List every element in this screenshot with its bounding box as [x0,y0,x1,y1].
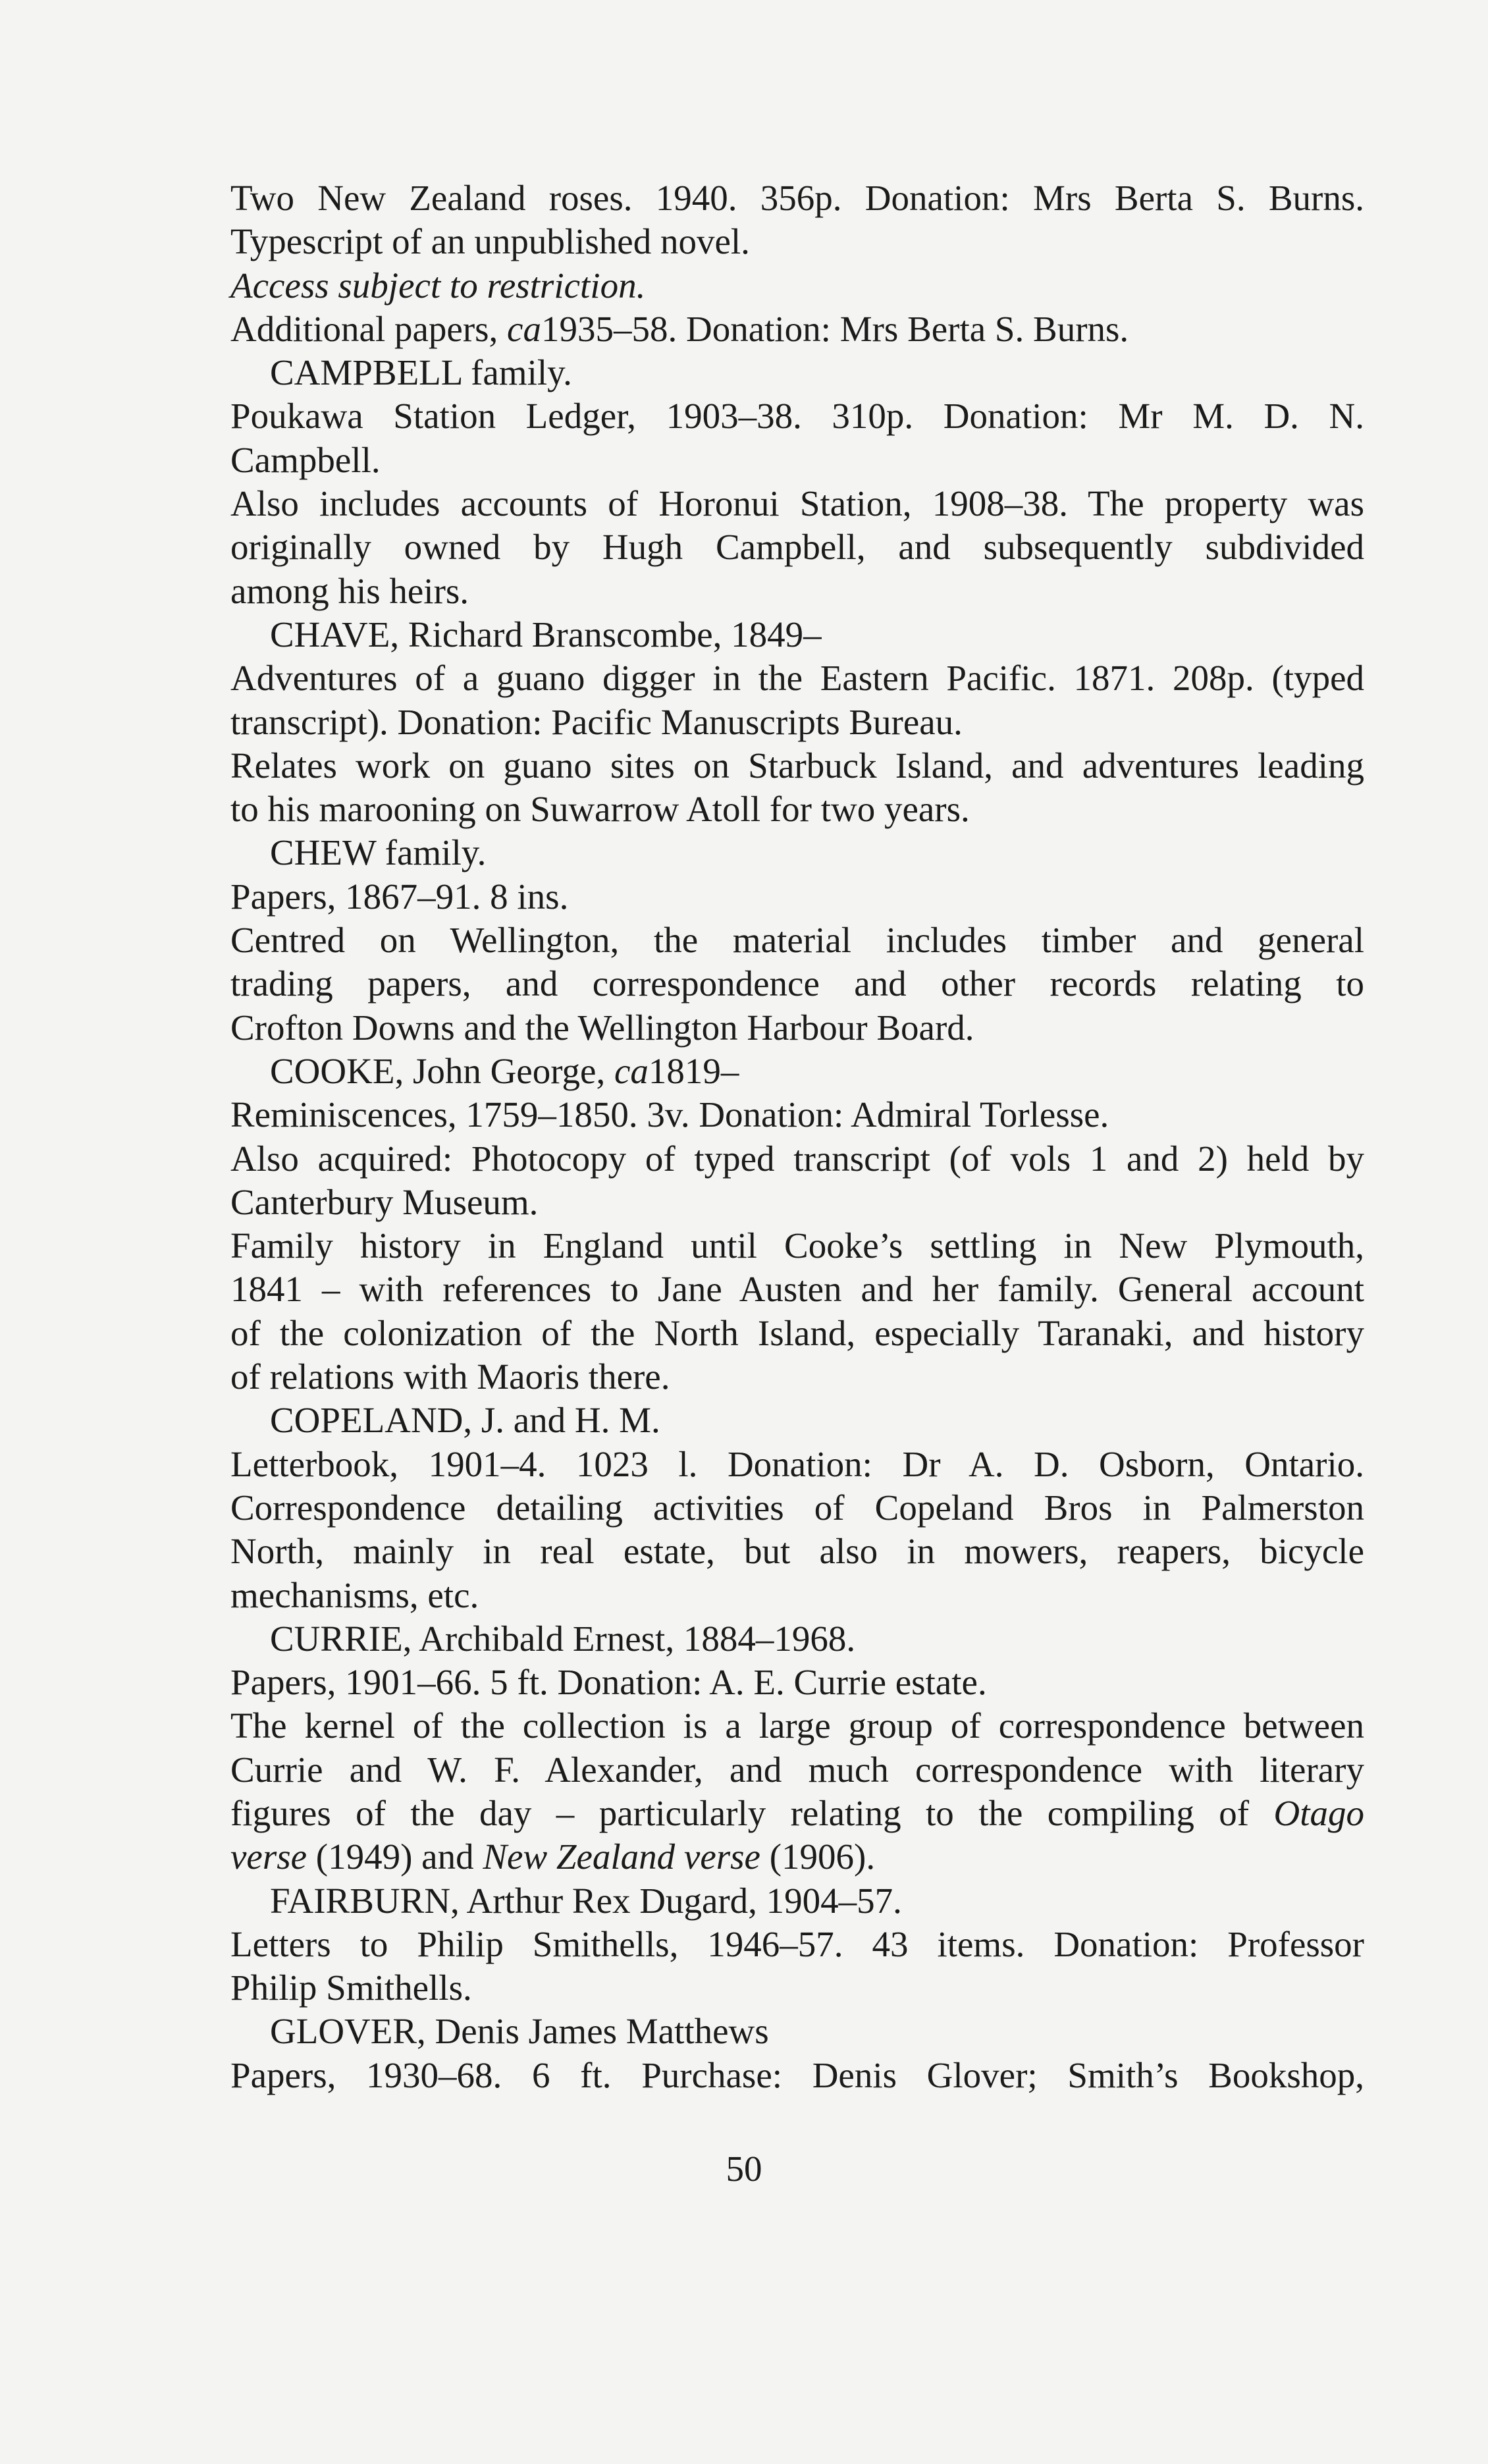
text-line: originally owned by Hugh Campbell, and subsequently subdivided [230,527,1364,568]
text-line: Also acquired: Photocopy of typed transcript (of vols 1 and 2) held by [230,1138,1364,1179]
text-line: Relates work on guano sites on Starbuck Island, and adventures leading [230,745,1364,786]
text-line: Papers, 1930–68. 6 ft. Purchase: Denis Glover; Smith’s Bookshop, [230,2054,1364,2095]
text-line: Papers, 1901–66. 5 ft. Donation: A. E. Currie estate. [230,1662,987,1703]
entry-heading: CAMPBELL family. [270,352,572,393]
text-line: The kernel of the collection is a large group of correspondence between [230,1705,1364,1746]
text-line: Campbell. [230,439,381,480]
text-line: Letterbook, 1901–4. 1023 l. Donation: Dr A. D. Osborn, Ontario. [230,1443,1364,1484]
text-line: 1841 – with references to Jane Austen and her family. General account [230,1269,1364,1310]
text-line: Poukawa Station Ledger, 1903–38. 310p. Donation: Mr M. D. N. [230,396,1364,437]
text-line: Currie and W. F. Alexander, and much correspondence with literary [230,1749,1364,1790]
text-line: Crofton Downs and the Wellington Harbour Board. [230,1007,974,1048]
text-line: Adventures of a guano digger in the Eastern Pacific. 1871. 208p. (typed [230,658,1364,699]
text-line: among his heirs. [230,570,469,611]
text-line: Two New Zealand roses. 1940. 356p. Donation: Mrs Berta S. Burns. [230,178,1364,218]
text-line: Philip Smithells. [230,1968,472,2008]
restriction-note: Access subject to restriction. [230,265,646,306]
text-line: of the colonization of the North Island, especially Taranaki, and history [230,1312,1364,1353]
text-line: Letters to Philip Smithells, 1946–57. 43 items. Donation: Professor [230,1923,1364,1964]
text-line: to his marooning on Suwarrow Atoll for two years. [230,789,970,830]
text-line: of relations with Maoris there. [230,1356,670,1397]
entry-heading: COPELAND, J. and H. M. [270,1400,660,1441]
text-line: Centred on Wellington, the material includes timber and general [230,920,1364,961]
entry-heading: CURRIE, Archibald Ernest, 1884–1968. [270,1618,856,1659]
text-line: Reminiscences, 1759–1850. 3v. Donation: Admiral Torlesse. [230,1094,1109,1135]
entry-heading: GLOVER, Denis James Matthews [270,2011,769,2052]
text-line: trading papers, and correspondence and other records relating to [230,963,1364,1004]
text-line: Family history in England until Cooke’s settling in New Plymouth, [230,1225,1364,1266]
entry-heading: COOKE, John George, ca1819– [270,1050,739,1091]
text-line: mechanisms, etc. [230,1574,479,1615]
text-line: Papers, 1867–91. 8 ins. [230,876,569,917]
text-line: North, mainly in real estate, but also in mowers, reapers, bicycle [230,1531,1364,1572]
document-body [230,176,1364,2097]
entry-heading: CHAVE, Richard Branscombe, 1849– [270,614,822,655]
text-line: figures of the day – particularly relating to the compiling of Otago [230,1792,1364,1833]
entry-heading: FAIRBURN, Arthur Rex Dugard, 1904–57. [270,1880,902,1921]
page-number: 50 [726,2149,762,2189]
text-line: Also includes accounts of Horonui Station, 1908–38. The property was [230,483,1364,524]
text-line: transcript). Donation: Pacific Manuscripts Bureau. [230,701,963,742]
text-line: Canterbury Museum. [230,1181,539,1222]
text-line: Additional papers, ca1935–58. Donation: Mrs Berta S. Burns. [230,308,1129,349]
text-line: Typescript of an unpublished novel. [230,221,750,262]
text-line: Correspondence detailing activities of Copeland Bros in Palmerston [230,1487,1364,1528]
entry-heading: CHEW family. [270,832,487,873]
text-line: verse (1949) and New Zealand verse (1906). [230,1836,876,1877]
